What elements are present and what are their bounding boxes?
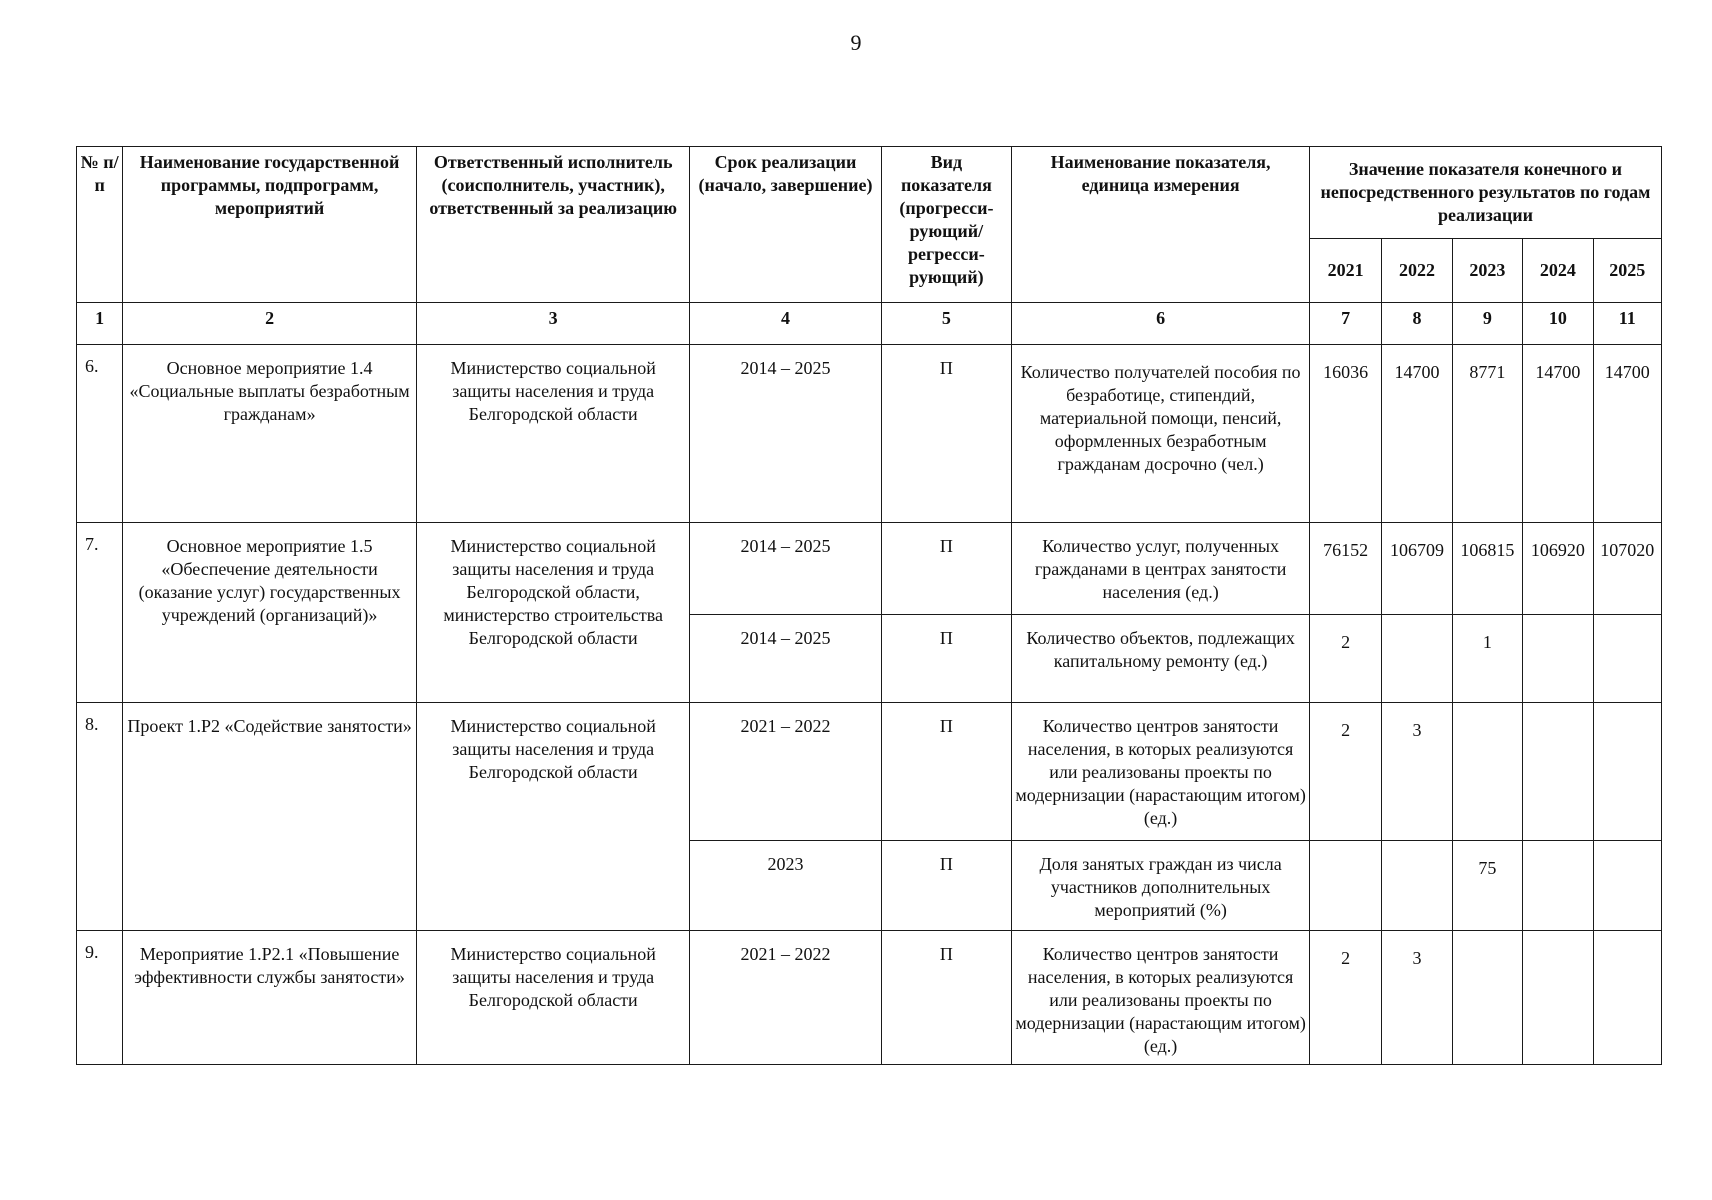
value-2024 [1523, 841, 1593, 931]
implementation-period: 2014 – 2025 [690, 615, 881, 703]
row-number: 9. [77, 931, 123, 1065]
implementation-period: 2014 – 2025 [690, 523, 881, 615]
value-2023 [1452, 931, 1522, 1065]
value-2023: 8771 [1452, 345, 1522, 523]
value-2024: 14700 [1523, 345, 1593, 523]
indicator-name: Количество центров занятости населения, в которых реализуются или реализованы проекты по модернизации (нарастающим итогом) (ед.) [1012, 931, 1310, 1065]
value-2022 [1382, 841, 1452, 931]
value-2021: 16036 [1309, 345, 1381, 523]
row-number: 7. [77, 523, 123, 703]
indicator-name: Количество центров занятости населения, в которых реализуются или реализованы проекты по модернизации (нарастающим итогом) (ед.) [1012, 703, 1310, 841]
indicator-name: Количество услуг, полученных гражданами в центрах занятости населения (ед.) [1012, 523, 1310, 615]
program-name: Основное мероприятие 1.5 «Обеспечение деятельности (оказание услуг) государственных учреждений (организаций)» [123, 523, 417, 703]
value-2022: 3 [1382, 931, 1452, 1065]
indicator-name: Количество получателей пособия по безработице, стипендий, материальной помощи, пенсий, оформленных безработным гражданам досрочно (чел.) [1012, 345, 1310, 523]
column-number: 2 [123, 303, 417, 345]
header-indicator-name: Наименование показателя, единица измерения [1012, 147, 1310, 303]
implementation-period: 2023 [690, 841, 881, 931]
header-num: № п/п [77, 147, 123, 303]
responsible-executor: Министерство социальной защиты населения и труда Белгородской области [416, 703, 690, 931]
table-row [77, 523, 1662, 615]
program-name: Основное мероприятие 1.4 «Социальные выплаты безработным гражданам» [123, 345, 417, 523]
indicators-table [76, 146, 1662, 1065]
value-2021: 76152 [1309, 523, 1381, 615]
header-indicator-type: Вид показателя (прогресси- рующий/ регресси- рующий) [881, 147, 1012, 303]
column-number: 7 [1309, 303, 1381, 345]
indicator-type: П [881, 931, 1012, 1065]
column-number: 3 [416, 303, 690, 345]
program-name: Мероприятие 1.Р2.1 «Повышение эффективности службы занятости» [123, 931, 417, 1065]
indicator-type: П [881, 523, 1012, 615]
column-number: 8 [1382, 303, 1452, 345]
header-year-2021: 2021 [1309, 239, 1381, 303]
responsible-executor: Министерство социальной защиты населения и труда Белгородской области [416, 345, 690, 523]
value-2023 [1452, 703, 1522, 841]
header-responsible: Ответственный исполнитель (соисполнитель, участник), ответственный за реализацию [416, 147, 690, 303]
page-number: 9 [850, 30, 862, 55]
value-2021 [1309, 841, 1381, 931]
value-2024: 106920 [1523, 523, 1593, 615]
column-number: 5 [881, 303, 1012, 345]
indicator-name: Доля занятых граждан из числа участников дополнительных мероприятий (%) [1012, 841, 1310, 931]
value-2022: 106709 [1382, 523, 1452, 615]
column-number: 6 [1012, 303, 1310, 345]
indicator-type: П [881, 703, 1012, 841]
header-year-2025: 2025 [1593, 239, 1661, 303]
value-2021: 2 [1309, 615, 1381, 703]
indicator-type: П [881, 841, 1012, 931]
column-number: 9 [1452, 303, 1522, 345]
value-2025 [1593, 841, 1661, 931]
value-2022: 3 [1382, 703, 1452, 841]
header-year-2022: 2022 [1382, 239, 1452, 303]
indicator-type: П [881, 615, 1012, 703]
value-2022: 14700 [1382, 345, 1452, 523]
implementation-period: 2014 – 2025 [690, 345, 881, 523]
value-2023: 75 [1452, 841, 1522, 931]
value-2022 [1382, 615, 1452, 703]
value-2024 [1523, 615, 1593, 703]
header-year-2023: 2023 [1452, 239, 1522, 303]
row-number: 6. [77, 345, 123, 523]
indicator-type: П [881, 345, 1012, 523]
program-name: Проект 1.Р2 «Содействие занятости» [123, 703, 417, 931]
table-row [77, 703, 1662, 841]
value-2023: 1 [1452, 615, 1522, 703]
column-number: 11 [1593, 303, 1661, 345]
row-number: 8. [77, 703, 123, 931]
value-2025: 107020 [1593, 523, 1661, 615]
value-2021: 2 [1309, 931, 1381, 1065]
value-2024 [1523, 703, 1593, 841]
indicator-name: Количество объектов, подлежащих капитальному ремонту (ед.) [1012, 615, 1310, 703]
header-values: Значение показателя конечного и непосредственного результатов по годам реализации [1309, 147, 1661, 239]
header-program-name: Наименование государственной программы, подпрограмм, мероприятий [123, 147, 417, 303]
table-row [77, 345, 1662, 523]
column-number: 4 [690, 303, 881, 345]
table-row [77, 931, 1662, 1065]
responsible-executor: Министерство социальной защиты населения и труда Белгородской области, министерство строительства Белгородской области [416, 523, 690, 703]
header-period: Срок реализации (начало, завершение) [690, 147, 881, 303]
implementation-period: 2021 – 2022 [690, 703, 881, 841]
responsible-executor: Министерство социальной защиты населения и труда Белгородской области [416, 931, 690, 1065]
value-2023: 106815 [1452, 523, 1522, 615]
value-2025 [1593, 931, 1661, 1065]
column-numbers-row [77, 303, 1662, 345]
value-2025 [1593, 615, 1661, 703]
implementation-period: 2021 – 2022 [690, 931, 881, 1065]
value-2025: 14700 [1593, 345, 1661, 523]
column-number: 1 [77, 303, 123, 345]
value-2024 [1523, 931, 1593, 1065]
column-number: 10 [1523, 303, 1593, 345]
header-year-2024: 2024 [1523, 239, 1593, 303]
value-2021: 2 [1309, 703, 1381, 841]
value-2025 [1593, 703, 1661, 841]
